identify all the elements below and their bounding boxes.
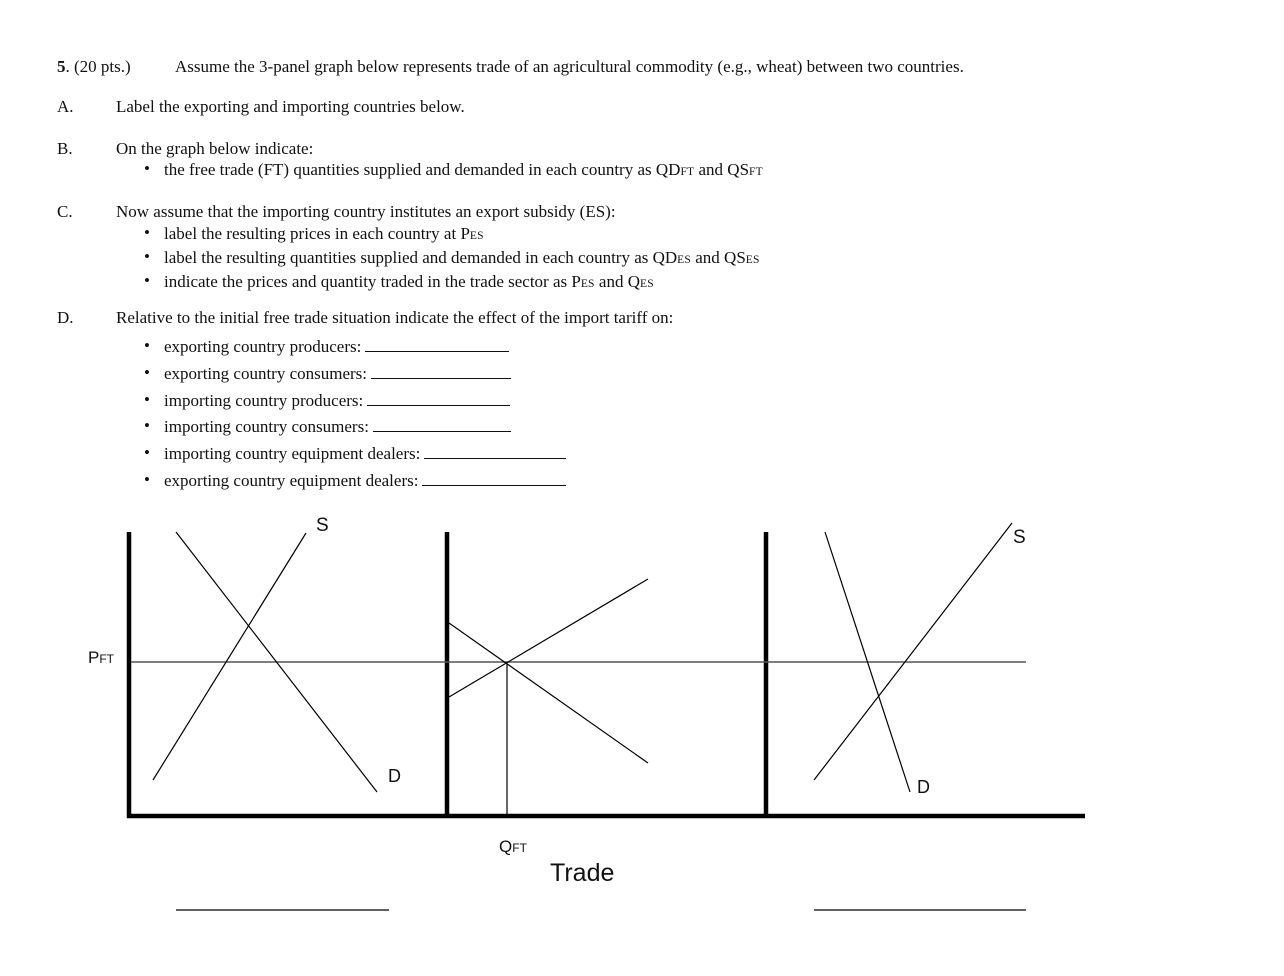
part-d-item: • exporting country equipment dealers: [140,468,566,495]
part-d-letter: D. [57,308,74,327]
part-d-item: • exporting country producers: [140,334,566,361]
part-c-bullet-trade: • indicate the prices and quantity traded in the trade sector as PES and QES [140,271,760,295]
part-b-letter: B. [57,139,73,158]
part-a-letter: A. [57,97,74,116]
price-free-trade-label: PFT [88,648,115,667]
right-supply-curve [814,523,1012,780]
part-c-bullet-prices: • label the resulting prices in each country at PES [140,223,760,247]
question-number-value: 5 [57,57,66,76]
part-d-item: • importing country producers: [140,388,566,415]
part-c-text: Now assume that the importing country institutes an export subsidy (ES): [116,202,616,221]
left-supply-curve [153,533,306,780]
part-d-item: • exporting country consumers: [140,361,566,388]
part-d-text: Relative to the initial free trade situation indicate the effect of the import tariff on: [116,308,674,327]
right-supply-label: S [1013,527,1026,548]
question-points: (20 pts.) [74,57,131,76]
part-b-bullet: • the free trade (FT) quantities supplied and demanded in each country as QDFT and QSFT [140,160,763,180]
quantity-free-trade-label: QFT [499,837,527,856]
part-d-item: • importing country consumers: [140,414,566,441]
left-demand-label: D [388,766,401,786]
excess-demand-curve [449,623,648,763]
left-supply-label: S [316,515,329,536]
right-demand-label: D [917,777,930,797]
part-a-text: Label the exporting and importing countries below. [116,97,465,116]
part-c-bullet-quantities: • label the resulting quantities supplied and demanded in each country as QDES and QSES [140,247,760,271]
trade-axis-label: Trade [550,859,615,887]
question-prompt: Assume the 3-panel graph below represents trade of an agricultural commodity (e.g., wheat) between two countries. [175,57,964,76]
part-c-letter: C. [57,202,73,221]
part-b-text: On the graph below indicate: [116,139,314,158]
question-number: 5. (20 pts.) [57,57,131,76]
excess-supply-curve [449,579,648,697]
part-d-item: • importing country equipment dealers: [140,441,566,468]
